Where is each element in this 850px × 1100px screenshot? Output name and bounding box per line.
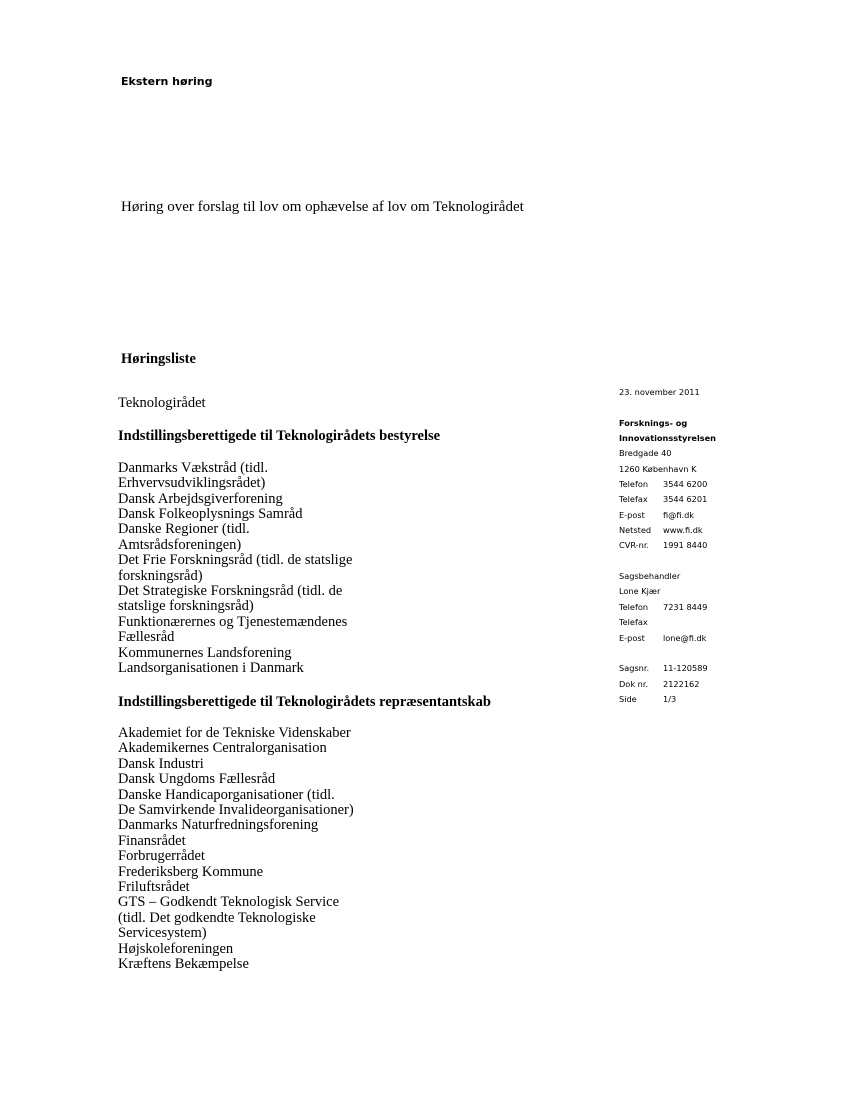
board-nominators-list	[118, 461, 588, 677]
contact-value: 1991 8440	[663, 540, 708, 551]
list-item: Dansk Industri	[118, 755, 204, 772]
list-item: GTS – Godkendt Teknologisk Service	[118, 894, 340, 911]
list-item: Erhvervsudviklingsrådet)	[118, 475, 266, 492]
caseworker-name: Lone Kjær	[619, 586, 661, 597]
contact-value[interactable]: lone@fi.dk	[663, 632, 707, 643]
contact-label: E-post	[619, 632, 645, 643]
list-item: Landsorganisationen i Danmark	[118, 660, 304, 677]
contact-email	[619, 508, 819, 523]
caseworker-email	[619, 631, 819, 646]
list-item: Det Strategiske Forskningsråd (tidl. de	[118, 583, 343, 600]
contact-label: Telefon	[619, 601, 649, 612]
section-title-council: Indstillingsberettigede til Teknologirådets repræsentantskab	[118, 693, 491, 710]
contact-value: 3544 6200	[663, 479, 708, 490]
hearing-list-heading: Høringsliste	[121, 351, 196, 367]
list-item: Dansk Ungdoms Fællesråd	[118, 771, 276, 788]
case-label: Sagsnr.	[619, 663, 650, 674]
contact-value: 3544 6201	[663, 494, 708, 505]
contact-label: CVR-nr.	[619, 540, 650, 551]
document-type-label: Ekstern høring	[121, 75, 213, 88]
case-number	[619, 661, 819, 676]
document-number	[619, 677, 819, 692]
case-value: 2122162	[663, 678, 700, 689]
case-value: 1/3	[663, 693, 677, 704]
list-item: Kommunernes Landsforening	[118, 644, 292, 661]
list-item: Teknologirådet	[118, 395, 206, 411]
address-street: Bredgade 40	[619, 448, 672, 459]
list-item: Fællesråd	[118, 629, 175, 646]
org-name-line1: Forsknings- og	[619, 417, 688, 428]
contact-fax	[619, 492, 819, 507]
list-item: Servicesystem)	[118, 925, 207, 942]
caseworker-label: Sagsbehandler	[619, 571, 681, 582]
list-item: Det Frie Forskningsråd (tidl. de statslige	[118, 552, 353, 569]
document-date: 23. november 2011	[619, 387, 700, 397]
org-name-line2: Innovationsstyrelsen	[619, 433, 717, 444]
case-label: Side	[619, 693, 637, 704]
list-item: Højskoleforeningen	[118, 940, 234, 957]
list-item: Amtsrådsforeningen)	[118, 536, 242, 553]
contact-label: Telefon	[619, 479, 649, 490]
list-item: Danmarks Naturfredningsforening	[118, 817, 319, 834]
list-item: (tidl. Det godkendte Teknologiske	[118, 909, 316, 926]
case-value: 11-120589	[663, 663, 708, 674]
list-item: Frederiksberg Kommune	[118, 863, 264, 880]
contact-phone	[619, 477, 819, 492]
contact-label: Netsted	[619, 525, 652, 536]
list-item: Danmarks Vækstråd (tidl.	[118, 459, 268, 476]
list-item: Dansk Arbejdsgiverforening	[118, 490, 283, 507]
list-item: De Samvirkende Invalideorganisationer)	[118, 801, 354, 818]
contact-cvr	[619, 538, 819, 553]
contact-label: Telefax	[619, 494, 648, 505]
caseworker-fax	[619, 615, 819, 630]
list-item: Kræftens Bekæmpelse	[118, 956, 249, 972]
document-subject: Høring over forslag til lov om ophævelse af lov om Teknologirådet	[121, 199, 524, 215]
list-item: Funktionærernes og Tjenestemændenes	[118, 613, 348, 630]
contact-label: Telefax	[619, 617, 648, 628]
list-item: Forbrugerrådet	[118, 848, 205, 865]
list-item: Finansrådet	[118, 832, 186, 849]
contact-label: E-post	[619, 509, 645, 520]
sender-info-sidebar	[619, 385, 819, 707]
hearing-list	[118, 396, 588, 972]
list-item: statslige forskningsråd)	[118, 598, 254, 615]
list-item: Danske Regioner (tidl.	[118, 521, 250, 538]
section-title-board: Indstillingsberettigede til Teknologirådets bestyrelse	[118, 428, 441, 445]
contact-website	[619, 523, 819, 538]
contact-value[interactable]: www.fi.dk	[663, 525, 703, 536]
list-item: Akademiet for de Tekniske Videnskaber	[118, 724, 351, 741]
address-city: 1260 København K	[619, 463, 697, 474]
contact-value[interactable]: fi@fi.dk	[663, 509, 695, 520]
page-number	[619, 692, 819, 707]
list-item: Akademikernes Centralorganisation	[118, 740, 327, 757]
list-item: forskningsråd)	[118, 567, 203, 584]
list-item: Friluftsrådet	[118, 878, 190, 895]
list-item: Danske Handicaporganisationer (tidl.	[118, 786, 335, 803]
case-label: Dok nr.	[619, 678, 649, 689]
list-item: Dansk Folkeoplysnings Samråd	[118, 506, 303, 523]
council-nominators-list	[118, 726, 588, 973]
caseworker-phone	[619, 600, 819, 615]
contact-value: 7231 8449	[663, 601, 708, 612]
